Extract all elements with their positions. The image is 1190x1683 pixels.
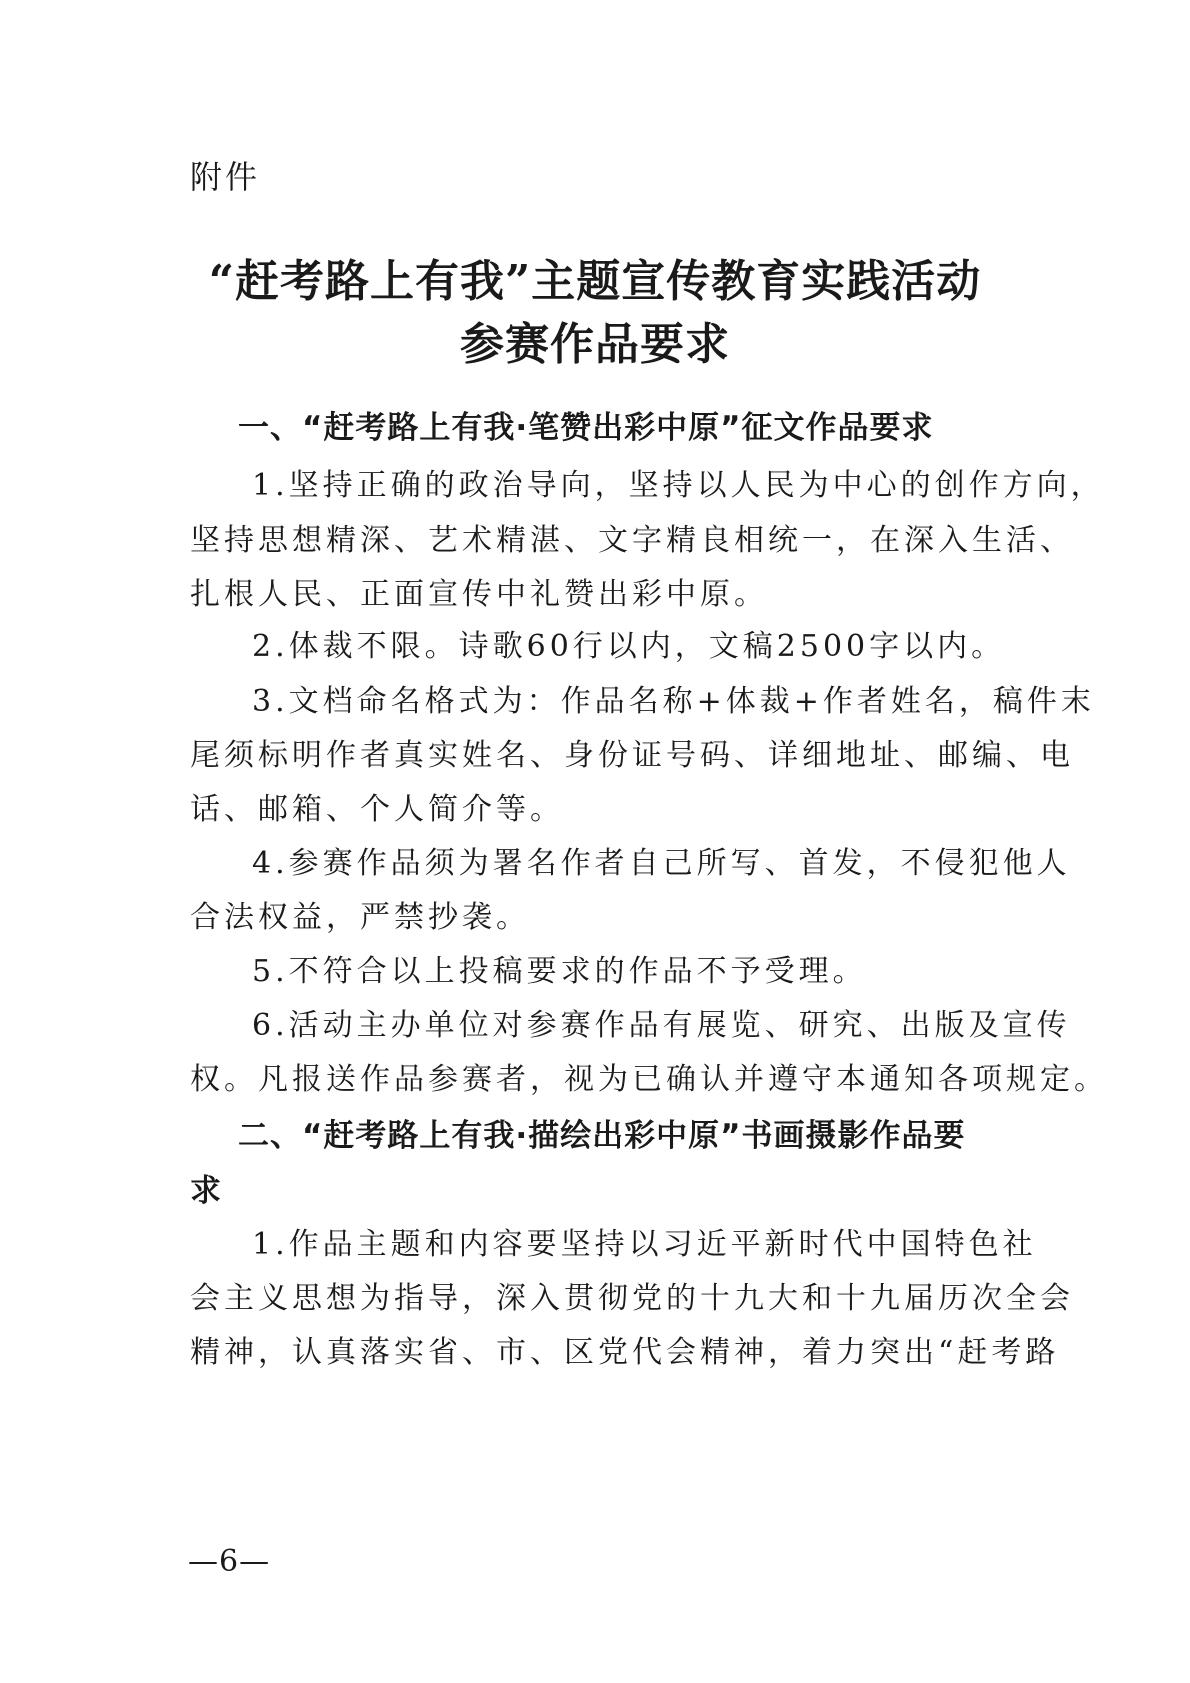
section-2-line: 精神，认真落实省、市、区党代会精神，着力突出“赶考路 — [190, 1335, 1060, 1370]
section-1-line: 坚持思想精深、艺术精湛、文字精良相统一，在深入生活、 — [190, 523, 1074, 558]
section-2-line: 1.作品主题和内容要坚持以习近平新时代中国特色社 — [252, 1227, 1037, 1262]
section-1-heading: 一、“赶考路上有我·笔赞出彩中原”征文作品要求 — [238, 410, 934, 446]
section-1-line: 扎根人民、正面宣传中礼赞出彩中原。 — [190, 577, 768, 612]
document-title-line-1: “赶考路上有我”主题宣传教育实践活动 — [208, 256, 982, 307]
section-1-line: 话、邮箱、个人简介等。 — [190, 792, 564, 827]
section-2-line: 会主义思想为指导，深入贯彻党的十九大和十九届历次全会 — [190, 1281, 1074, 1316]
section-1-line: 6.活动主办单位对参赛作品有展览、研究、出版及宣传 — [252, 1008, 1071, 1043]
page-number: —6— — [188, 1544, 271, 1579]
section-2-heading-line-1: 二、“赶考路上有我·描绘出彩中原”书画摄影作品要 — [238, 1118, 966, 1154]
section-1-line: 合法权益，严禁抄袭。 — [190, 900, 530, 935]
section-1-line: 4.参赛作品须为署名作者自己所写、首发，不侵犯他人 — [252, 846, 1071, 881]
section-1-line: 2.体裁不限。诗歌60行以内，文稿2500字以内。 — [252, 629, 1006, 664]
section-1-line: 5.不符合以上投稿要求的作品不予受理。 — [252, 954, 867, 989]
annex-label: 附件 — [190, 158, 261, 196]
section-1-line: 尾须标明作者真实姓名、身份证号码、详细地址、邮编、电 — [190, 738, 1074, 773]
document-title-line-2: 参赛作品要求 — [460, 319, 730, 370]
section-2-heading-line-2: 求 — [190, 1173, 222, 1209]
section-1-line: 3.文档命名格式为：作品名称+体裁+作者姓名，稿件末 — [252, 684, 1095, 719]
section-1-line: 1.坚持正确的政治导向，坚持以人民为中心的创作方向， — [252, 468, 1105, 503]
section-1-line: 权。凡报送作品参赛者，视为已确认并遵守本通知各项规定。 — [190, 1062, 1108, 1097]
